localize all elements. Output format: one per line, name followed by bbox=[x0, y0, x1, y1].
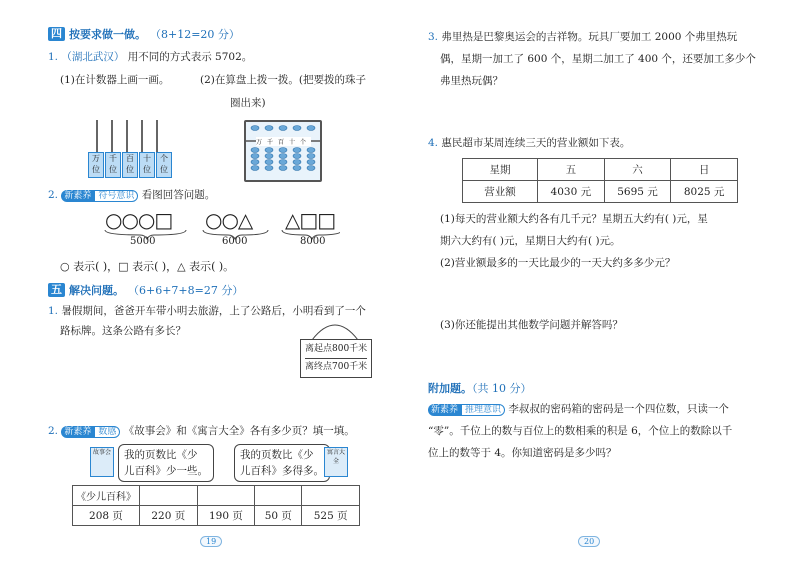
extra-text3: 位上的数等于 4。你知道密码是多少吗？ bbox=[428, 447, 617, 459]
sign-end: 离终点700千米 bbox=[305, 358, 367, 376]
q3-line1 bbox=[428, 30, 737, 44]
counter-label-wan: 万位 bbox=[88, 152, 104, 178]
extra-title: 附加题。 bbox=[428, 382, 472, 395]
header-fri: 五 bbox=[538, 159, 605, 181]
extra-tag-sub: 推理意识 bbox=[461, 404, 505, 416]
sign-start: 离起点800千米 bbox=[305, 344, 368, 354]
q4-sub1a[interactable]: (1)每天的营业额大约各有几千元？星期五大约有( )元，星 bbox=[440, 213, 708, 225]
section-number: 四 bbox=[48, 27, 65, 41]
q2-answer[interactable]: ○ 表示( )，□ 表示( )，△ 表示( )。 bbox=[60, 260, 235, 273]
blank-cell[interactable] bbox=[140, 486, 198, 506]
q1-source: （湖北武汉） bbox=[61, 51, 125, 63]
fable-book-icon bbox=[324, 447, 348, 477]
page-option: 208 页 bbox=[73, 506, 140, 526]
section-title: 按要求做一做。 bbox=[69, 28, 146, 41]
q4-line bbox=[428, 136, 630, 150]
page-option: 50 页 bbox=[255, 506, 302, 526]
extra-tag: 新素养 bbox=[428, 404, 461, 416]
bubble1-line2: 儿百科》少一些。 bbox=[124, 465, 208, 477]
q3-number: 3. bbox=[428, 31, 439, 43]
extra-text1: 李叔叔的密码箱的密码是一个四位数，只读一个 bbox=[508, 403, 729, 415]
extra-score: （共 10 分） bbox=[472, 382, 532, 395]
q4-text: 惠民超市某周连续三天的营业额如下表。 bbox=[441, 137, 631, 149]
bubble-story bbox=[118, 444, 214, 482]
counter-label-bai: 百位 bbox=[122, 152, 138, 178]
shape-group-3: △□□ bbox=[285, 208, 336, 232]
section-4-heading bbox=[48, 26, 240, 42]
section-5-heading bbox=[48, 282, 243, 298]
blank-cell[interactable] bbox=[197, 486, 255, 506]
q4-sub3: (3)你还能提出其他数学问题并解答吗？ bbox=[440, 319, 623, 331]
road-sign bbox=[300, 339, 372, 378]
counter-label-ge: 个位 bbox=[156, 152, 172, 178]
group-1-value: 5000 bbox=[130, 236, 156, 247]
q5-2-tag-sub: 数感 bbox=[94, 426, 120, 438]
header-day: 星期 bbox=[463, 159, 538, 181]
q3-text3: 弗里热玩偶？ bbox=[440, 75, 503, 87]
q5-2-text: 《故事会》和《寓言大全》各有多少页？填一填。 bbox=[123, 425, 355, 437]
q5-2-number: 2. bbox=[48, 425, 59, 437]
road-arc bbox=[310, 316, 360, 340]
section-title: 解决问题。 bbox=[69, 284, 124, 297]
section-number: 五 bbox=[48, 283, 65, 297]
revenue-sat: 5695 元 bbox=[604, 181, 671, 203]
q1-number: 1. bbox=[48, 51, 59, 63]
extra-heading bbox=[428, 380, 532, 396]
blank-cell[interactable] bbox=[255, 486, 302, 506]
page-option: 220 页 bbox=[140, 506, 198, 526]
page-number-left: 19 bbox=[200, 536, 222, 547]
group-3-value: 8000 bbox=[300, 236, 326, 247]
q4-sub2: (2)营业额最多的一天比最少的一天大约多多少元？ bbox=[440, 257, 676, 269]
q4-number: 4. bbox=[428, 137, 439, 149]
blank-cell[interactable] bbox=[302, 486, 360, 506]
abacus-beads bbox=[246, 122, 320, 180]
section-score: （6+6+7+8=27 分） bbox=[128, 284, 244, 297]
q5-1-number: 1. bbox=[48, 305, 59, 317]
extra-line1 bbox=[428, 402, 729, 416]
revenue-table bbox=[462, 158, 738, 203]
q3-text1: 弗里热是巴黎奥运会的吉祥物。玩具厂要加工 2000 个弗里热玩 bbox=[441, 31, 738, 43]
row-label: 营业额 bbox=[463, 181, 538, 203]
bubble2-line1: 我的页数比《少 bbox=[240, 449, 314, 461]
q1-sub2b: 圈出来) bbox=[230, 97, 266, 109]
q2-line bbox=[48, 188, 215, 202]
q4-sub1b[interactable]: 期六大约有( )元，星期日大约有( )元。 bbox=[440, 235, 621, 247]
q2-tag-sub: 符号意识 bbox=[94, 190, 138, 202]
page-option: 190 页 bbox=[197, 506, 255, 526]
header-sat: 六 bbox=[604, 159, 671, 181]
counter-label-qian: 千位 bbox=[105, 152, 121, 178]
header-sun: 日 bbox=[671, 159, 738, 181]
page-number-right: 20 bbox=[578, 536, 600, 547]
abacus-labels: 万千百十个 bbox=[256, 139, 312, 146]
q2-number: 2. bbox=[48, 189, 59, 201]
q2-text: 看图回答问题。 bbox=[141, 189, 216, 201]
q1-text: 用不同的方式表示 5702。 bbox=[127, 51, 253, 63]
book2-title: 寓言大全 bbox=[326, 449, 345, 465]
pages-table bbox=[72, 485, 360, 526]
extra-text2: “零”。千位上的数与百位上的数相乘的积是 6，个位上的数除以千 bbox=[428, 425, 733, 437]
page-option: 525 页 bbox=[302, 506, 360, 526]
story-book-icon bbox=[90, 447, 114, 477]
revenue-sun: 8025 元 bbox=[671, 181, 738, 203]
book1-title: 故事会 bbox=[92, 449, 111, 456]
bubble-fable bbox=[234, 444, 330, 482]
q5-1-text: 暑假期间，爸爸开车带小明去旅游，上了公路后，小明看到了一个 bbox=[61, 305, 366, 317]
q1-sub1: (1)在计数器上画一画。 bbox=[60, 74, 170, 86]
bubble2-line2: 儿百科》多得多。 bbox=[240, 465, 324, 477]
shape-group-2: ○○△ bbox=[205, 208, 253, 232]
counter-rods bbox=[88, 116, 164, 156]
bubble1-line1: 我的页数比《少 bbox=[124, 449, 198, 461]
q5-1-text2: 路标牌。这条公路有多长？ bbox=[60, 325, 186, 337]
q1-line bbox=[48, 50, 252, 64]
section-score: （8+12=20 分） bbox=[150, 28, 240, 41]
q5-2-tag: 新素养 bbox=[61, 426, 94, 438]
q5-2-line bbox=[48, 424, 355, 438]
group-2-value: 6000 bbox=[222, 236, 248, 247]
revenue-fri: 4030 元 bbox=[538, 181, 605, 203]
table-header: 《少儿百科》 bbox=[73, 486, 140, 506]
q3-text2: 偶，星期一加工了 600 个，星期二加工了 400 个，还要加工多少个 bbox=[440, 53, 756, 65]
shape-group-1: ○○○□ bbox=[105, 208, 173, 232]
q1-sub2: (2)在算盘上拨一拨。(把要拨的珠子 bbox=[200, 74, 366, 86]
abacus[interactable] bbox=[244, 120, 322, 182]
counter-label-shi: 十位 bbox=[139, 152, 155, 178]
q2-tag: 新素养 bbox=[61, 190, 94, 202]
counting-frame[interactable] bbox=[88, 116, 168, 178]
